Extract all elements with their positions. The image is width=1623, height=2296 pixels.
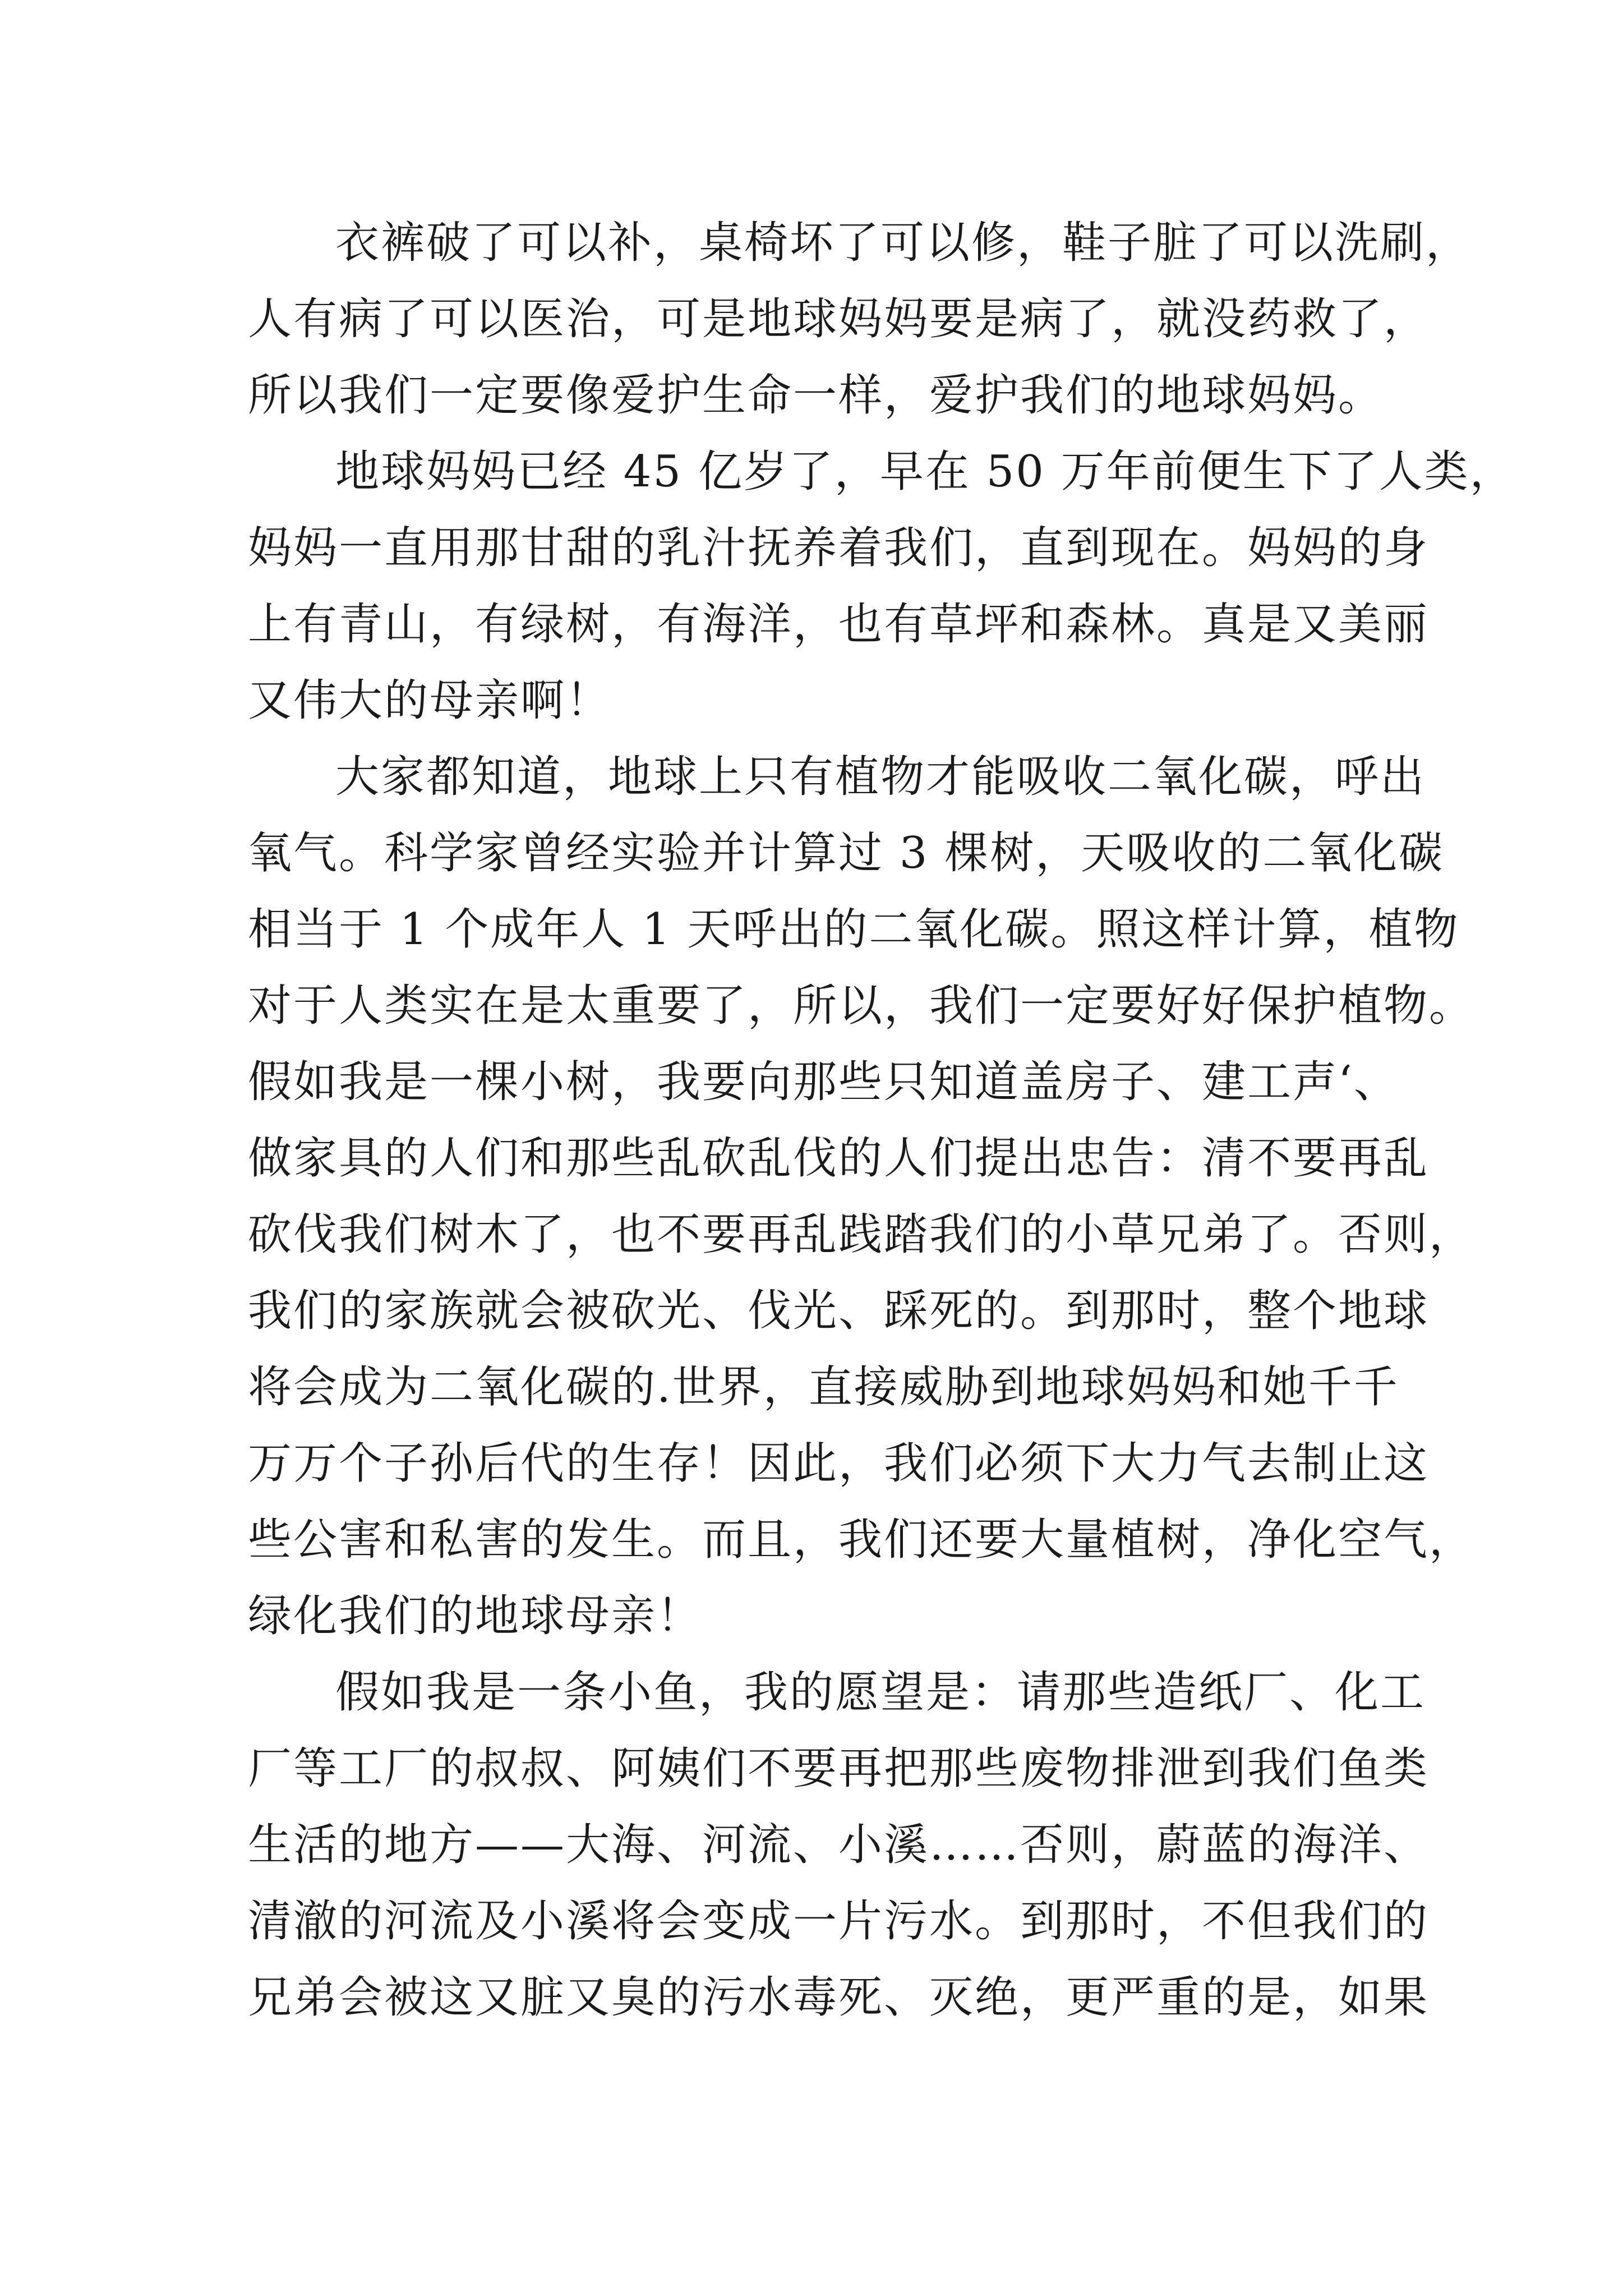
text-line: 兄弟会被这又脏又臭的污水毒死、灭绝，更严重的是，如果 (248, 1972, 1430, 2023)
text-line: 厂等工厂的叔叔、阿姨们不要再把那些废物排泄到我们鱼类 (248, 1743, 1430, 1794)
text-line: 上有青山，有绿树，有海洋，也有草坪和森林。真是又美丽 (248, 599, 1430, 650)
text-line: 我们的家族就会被砍光、伐光、踩死的。到那时，整个地球 (248, 1286, 1430, 1336)
text-line: 些公害和私害的发生。而且，我们还要大量植树，净化空气， (248, 1515, 1475, 1565)
text-line: 又伟大的母亲啊！ (248, 675, 612, 726)
text-line: 所以我们一定要像爱护生命一样，爱护我们的地球妈妈。 (248, 370, 1384, 421)
essay-body (248, 205, 1515, 2036)
text-line: 衣裤破了可以补，桌椅坏了可以修，鞋子脏了可以洗刷， (335, 218, 1472, 268)
text-line: 砍伐我们树木了，也不要再乱践踏我们的小草兄弟了。否则， (248, 1209, 1475, 1260)
text-line: 假如我是一条小鱼，我的愿望是：请那些造纸厂、化工 (335, 1667, 1426, 1718)
text-line: 氧气。科学家曾经实验并计算过 3 棵树，天吸收的二氧化碳 (248, 828, 1445, 878)
text-line: 地球妈妈已经 45 亿岁了，早在 50 万年前便生下了人类， (335, 447, 1515, 497)
text-line: 绿化我们的地球母亲！ (248, 1591, 703, 1641)
paragraph-4 (248, 1654, 1430, 2036)
text-line: 假如我是一棵小树，我要向那些只知道盖房子、建工声‘、 (248, 1057, 1399, 1107)
text-line: 生活的地方——大海、河流、小溪……否则，蔚蓝的海洋、 (248, 1820, 1430, 1870)
text-line: 人有病了可以医治，可是地球妈妈要是病了，就没药救了， (248, 294, 1430, 344)
text-line: 清澈的河流及小溪将会变成一片污水。到那时，不但我们的 (248, 1896, 1430, 1947)
text-line: 万万个子孙后代的生存！因此，我们必须下大力气去制止这 (248, 1438, 1430, 1489)
text-line: 将会成为二氧化碳的.世界，直接威胁到地球妈妈和她千千 (248, 1362, 1399, 1412)
paragraph-1 (248, 205, 1472, 434)
text-line: 对于人类实在是太重要了，所以，我们一定要好好保护植物。 (248, 981, 1475, 1031)
paragraph-3 (248, 739, 1475, 1654)
text-line: 大家都知道，地球上只有植物才能吸收二氧化碳，呼出 (335, 752, 1426, 802)
text-line: 妈妈一直用那甘甜的乳汁抚养着我们，直到现在。妈妈的身 (248, 523, 1430, 573)
text-line: 做家具的人们和那些乱砍乱伐的人们提出忠告：清不要再乱 (248, 1133, 1430, 1184)
paragraph-2 (248, 434, 1515, 739)
text-line: 相当于 1 个成年人 1 天呼出的二氧化碳。照这样计算，植物 (248, 904, 1460, 955)
